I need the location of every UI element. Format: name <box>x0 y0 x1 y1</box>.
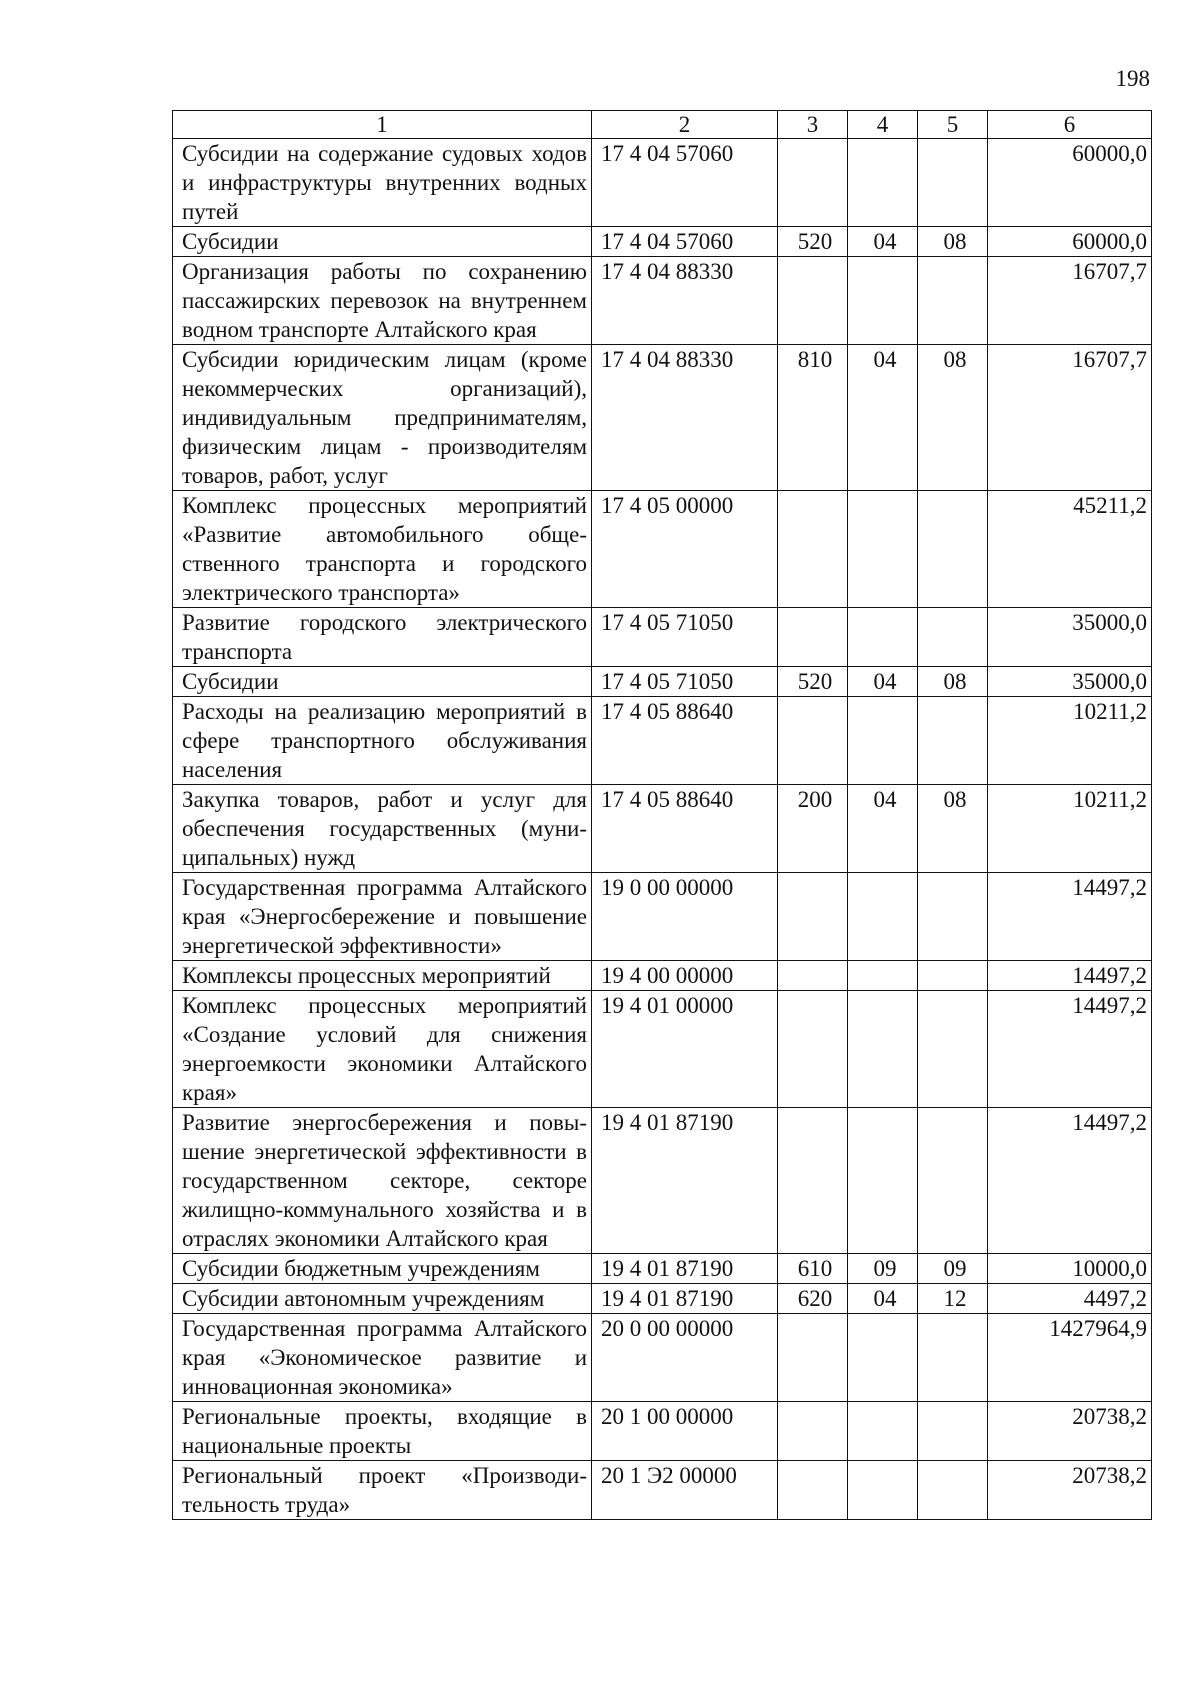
subsection-cell <box>918 961 988 991</box>
subsection-cell <box>918 697 988 785</box>
item-name-cell: Развитие городского электрического транспорта <box>173 608 592 667</box>
expense-type-cell: 610 <box>778 1254 848 1284</box>
subsection-cell <box>918 1314 988 1402</box>
table-row <box>173 961 1152 991</box>
column-header: 6 <box>988 111 1152 139</box>
section-cell: 04 <box>848 667 918 697</box>
table-row <box>173 667 1152 697</box>
target-code-cell: 19 4 01 87190 <box>592 1284 778 1314</box>
table-row <box>173 697 1152 785</box>
expense-type-cell: 520 <box>778 227 848 257</box>
section-cell: 04 <box>848 345 918 491</box>
item-name-cell: Комплекс процессных мероприятий «Создание условий для снижения энергоемкости экономики Алтайского края» <box>173 991 592 1108</box>
expense-type-cell <box>778 491 848 608</box>
amount-cell: 35000,0 <box>988 608 1152 667</box>
item-name-cell: Организация работы по сохранению пассажирских перевозок на внутреннем водном транспорте Алтайского края <box>173 257 592 345</box>
section-cell <box>848 697 918 785</box>
section-cell: 04 <box>848 227 918 257</box>
subsection-cell: 08 <box>918 227 988 257</box>
item-name-cell: Субсидии <box>173 227 592 257</box>
section-cell <box>848 961 918 991</box>
target-code-cell: 20 0 00 00000 <box>592 1314 778 1402</box>
expense-type-cell: 810 <box>778 345 848 491</box>
subsection-cell <box>918 139 988 227</box>
expense-type-cell <box>778 1461 848 1520</box>
subsection-cell <box>918 608 988 667</box>
item-name-cell: Комплексы процессных мероприятий <box>173 961 592 991</box>
item-name-cell: Государственная программа Алтайского края «Экономическое развитие и инновационная экономика» <box>173 1314 592 1402</box>
column-header: 2 <box>592 111 778 139</box>
item-name-cell: Субсидии <box>173 667 592 697</box>
table-row <box>173 345 1152 491</box>
expense-type-cell <box>778 961 848 991</box>
budget-table <box>172 110 1152 1520</box>
section-cell <box>848 1402 918 1461</box>
amount-cell: 14497,2 <box>988 961 1152 991</box>
item-name-cell: Региональные проекты, входящие в национальные проекты <box>173 1402 592 1461</box>
subsection-cell <box>918 1108 988 1254</box>
section-cell <box>848 873 918 961</box>
table-row <box>173 1284 1152 1314</box>
section-cell: 04 <box>848 1284 918 1314</box>
item-name-cell: Расходы на реализацию мероприятий в сфере транспортного обслуживания населения <box>173 697 592 785</box>
target-code-cell: 17 4 05 88640 <box>592 697 778 785</box>
column-header: 4 <box>848 111 918 139</box>
expense-type-cell <box>778 608 848 667</box>
amount-cell: 1427964,9 <box>988 1314 1152 1402</box>
subsection-cell: 08 <box>918 785 988 873</box>
target-code-cell: 20 1 Э2 00000 <box>592 1461 778 1520</box>
subsection-cell <box>918 1461 988 1520</box>
target-code-cell: 19 4 01 00000 <box>592 991 778 1108</box>
target-code-cell: 17 4 05 88640 <box>592 785 778 873</box>
column-header: 5 <box>918 111 988 139</box>
target-code-cell: 19 0 00 00000 <box>592 873 778 961</box>
expense-type-cell <box>778 1108 848 1254</box>
table-row <box>173 227 1152 257</box>
expense-type-cell <box>778 139 848 227</box>
section-cell <box>848 1461 918 1520</box>
amount-cell: 14497,2 <box>988 873 1152 961</box>
expense-type-cell <box>778 1402 848 1461</box>
page-number: 198 <box>1115 66 1150 91</box>
target-code-cell: 19 4 01 87190 <box>592 1108 778 1254</box>
section-cell <box>848 139 918 227</box>
amount-cell: 10000,0 <box>988 1254 1152 1284</box>
item-name-cell: Субсидии юридическим лицам (кроме некоммерческих организаций), индивидуальным предпринимателям, физическим лицам - производителям товаров, работ, услуг <box>173 345 592 491</box>
item-name-cell: Комплекс процессных мероприятий «Развитие автомобильного общественного транспорта и городского электрического транспорта» <box>173 491 592 608</box>
amount-cell: 60000,0 <box>988 139 1152 227</box>
target-code-cell: 17 4 04 88330 <box>592 257 778 345</box>
target-code-cell: 17 4 05 71050 <box>592 667 778 697</box>
table-row <box>173 785 1152 873</box>
item-name-cell: Государственная программа Алтайского края «Энергосбережение и повышение энергетической эффективности» <box>173 873 592 961</box>
item-name-cell: Региональный проект «Производительность труда» <box>173 1461 592 1520</box>
expense-type-cell <box>778 873 848 961</box>
table-header-row <box>173 111 1152 139</box>
amount-cell: 35000,0 <box>988 667 1152 697</box>
amount-cell: 16707,7 <box>988 345 1152 491</box>
subsection-cell <box>918 491 988 608</box>
column-header: 1 <box>173 111 592 139</box>
column-header: 3 <box>778 111 848 139</box>
section-cell <box>848 257 918 345</box>
section-cell: 09 <box>848 1254 918 1284</box>
target-code-cell: 20 1 00 00000 <box>592 1402 778 1461</box>
table-row <box>173 139 1152 227</box>
section-cell <box>848 1314 918 1402</box>
target-code-cell: 17 4 05 71050 <box>592 608 778 667</box>
item-name-cell: Субсидии бюджетным учреждениям <box>173 1254 592 1284</box>
section-cell: 04 <box>848 785 918 873</box>
target-code-cell: 19 4 01 87190 <box>592 1254 778 1284</box>
table-row <box>173 1254 1152 1284</box>
item-name-cell: Закупка товаров, работ и услуг для обеспечения государственных (муниципальных) нужд <box>173 785 592 873</box>
subsection-cell <box>918 873 988 961</box>
amount-cell: 20738,2 <box>988 1461 1152 1520</box>
expense-type-cell: 200 <box>778 785 848 873</box>
expense-type-cell: 620 <box>778 1284 848 1314</box>
table-row <box>173 257 1152 345</box>
target-code-cell: 17 4 04 57060 <box>592 227 778 257</box>
subsection-cell <box>918 1402 988 1461</box>
subsection-cell: 09 <box>918 1254 988 1284</box>
target-code-cell: 17 4 04 57060 <box>592 139 778 227</box>
subsection-cell: 08 <box>918 667 988 697</box>
expense-type-cell <box>778 697 848 785</box>
section-cell <box>848 608 918 667</box>
table-row <box>173 491 1152 608</box>
target-code-cell: 17 4 05 00000 <box>592 491 778 608</box>
section-cell <box>848 491 918 608</box>
table-body <box>173 139 1152 1520</box>
section-cell <box>848 991 918 1108</box>
amount-cell: 10211,2 <box>988 697 1152 785</box>
table-row <box>173 1461 1152 1520</box>
expense-type-cell <box>778 1314 848 1402</box>
subsection-cell <box>918 257 988 345</box>
table-row <box>173 1314 1152 1402</box>
amount-cell: 60000,0 <box>988 227 1152 257</box>
amount-cell: 10211,2 <box>988 785 1152 873</box>
amount-cell: 14497,2 <box>988 991 1152 1108</box>
table-row <box>173 1402 1152 1461</box>
item-name-cell: Развитие энергосбережения и повышение энергетической эффективности в государственном секторе, секторе жилищно-коммунального хозяйства и в отраслях экономики Алтайского края <box>173 1108 592 1254</box>
expense-type-cell <box>778 257 848 345</box>
expense-type-cell <box>778 991 848 1108</box>
amount-cell: 16707,7 <box>988 257 1152 345</box>
section-cell <box>848 1108 918 1254</box>
table-row <box>173 608 1152 667</box>
amount-cell: 4497,2 <box>988 1284 1152 1314</box>
subsection-cell: 12 <box>918 1284 988 1314</box>
item-name-cell: Субсидии автономным учреждениям <box>173 1284 592 1314</box>
amount-cell: 14497,2 <box>988 1108 1152 1254</box>
subsection-cell: 08 <box>918 345 988 491</box>
table-row <box>173 873 1152 961</box>
target-code-cell: 19 4 00 00000 <box>592 961 778 991</box>
expense-type-cell: 520 <box>778 667 848 697</box>
target-code-cell: 17 4 04 88330 <box>592 345 778 491</box>
item-name-cell: Субсидии на содержание судовых ходов и инфраструктуры внутренних водных путей <box>173 139 592 227</box>
amount-cell: 20738,2 <box>988 1402 1152 1461</box>
table-row <box>173 991 1152 1108</box>
amount-cell: 45211,2 <box>988 491 1152 608</box>
table-row <box>173 1108 1152 1254</box>
subsection-cell <box>918 991 988 1108</box>
